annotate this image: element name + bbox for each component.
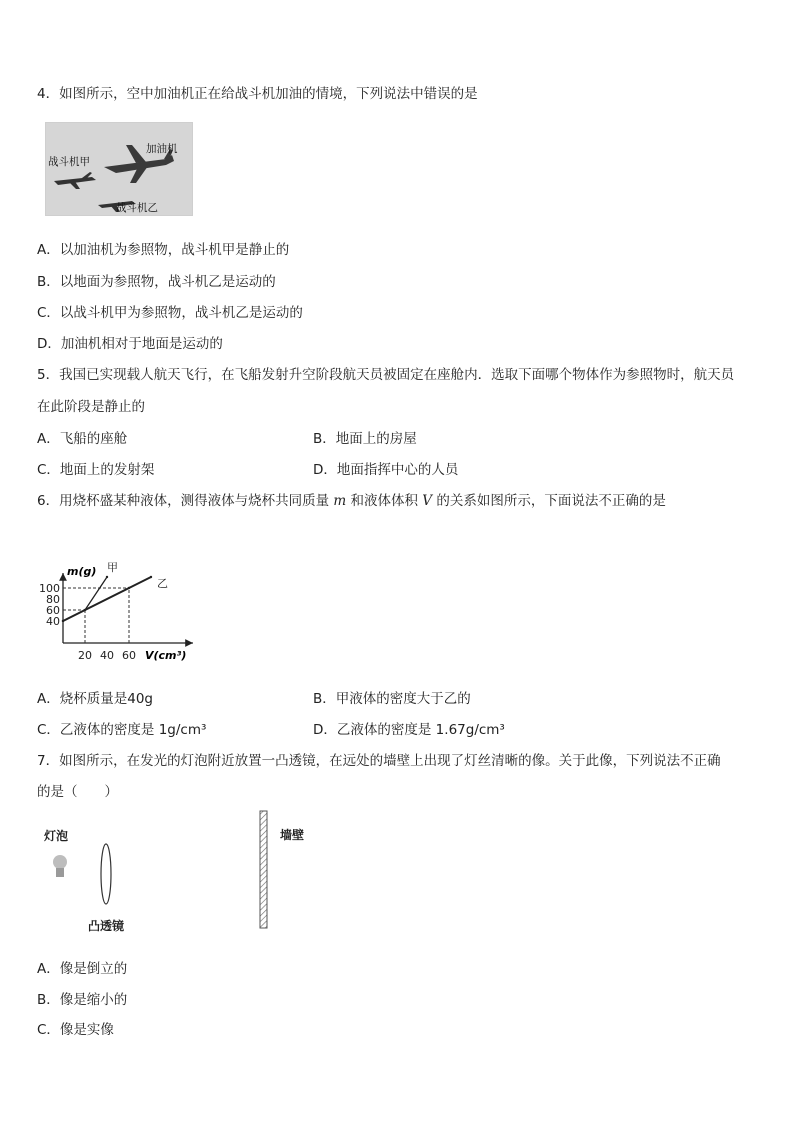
q7-option-c: C．像是实像 xyxy=(37,1022,114,1038)
x-tick-1: 40 xyxy=(100,649,114,662)
convex-lens-icon xyxy=(101,844,111,904)
label-lens: 凸透镜 xyxy=(88,919,125,933)
q6-option-d: D．乙液体的密度是 1.67g/cm³ xyxy=(313,722,505,738)
q6-stem xyxy=(37,489,666,509)
q4-stem: 4．如图所示，空中加油机正在给战斗机加油的情境，下列说法中错误的是 xyxy=(37,86,478,102)
label-fighter-b: 战斗机乙 xyxy=(116,202,158,214)
series-1-point-1 xyxy=(128,587,130,589)
q6-option-b: B．甲液体的密度大于乙的 xyxy=(313,691,471,707)
q5-option-a: A．飞船的座舱 xyxy=(37,431,128,447)
x-tick-0: 20 xyxy=(78,649,92,662)
q5-option-b: B．地面上的房屋 xyxy=(313,431,417,447)
label-wall: 墙壁 xyxy=(280,828,305,842)
y-tick-1: 60 xyxy=(46,604,60,617)
wall-icon xyxy=(260,811,267,928)
q4-option-d: D．加油机相对于地面是运动的 xyxy=(37,336,223,352)
label-fighter-a: 战斗机甲 xyxy=(48,156,90,168)
light-bulb-icon xyxy=(53,855,67,877)
q7-stem-line2: 的是（ ） xyxy=(37,784,118,800)
label-tanker: 加油机 xyxy=(146,143,178,155)
series-0-point-2 xyxy=(106,576,108,578)
label-bulb: 灯泡 xyxy=(44,829,69,843)
y-tick-3: 100 xyxy=(39,582,60,595)
series-line-0 xyxy=(63,577,107,621)
q6-stem-prefix: 6．用烧杯盛某种液体，测得液体与烧杯共同质量 xyxy=(37,493,334,509)
q5-stem-line2: 在此阶段是静止的 xyxy=(37,399,145,415)
refueling-illustration xyxy=(46,123,192,215)
x-tick-2: 60 xyxy=(122,649,136,662)
q5-option-d: D．地面指挥中心的人员 xyxy=(313,462,459,478)
q6-option-c: C．乙液体的密度是 1g/cm³ xyxy=(37,722,207,738)
mass-volume-chart xyxy=(36,520,206,670)
q7-stem-line1: 7．如图所示，在发光的灯泡附近放置一凸透镜，在远处的墙壁上出现了灯丝清晰的像。关于此像，下列说法不正确 xyxy=(37,753,721,769)
y-tick-0: 40 xyxy=(46,615,60,628)
q6-stem-suffix: 的关系如图所示，下面说法不正确的是 xyxy=(432,493,666,509)
q4-option-c: C．以战斗机甲为参照物，战斗机乙是运动的 xyxy=(37,305,303,321)
y-axis-label: m(g) xyxy=(67,565,97,578)
series-1-point-2 xyxy=(150,576,152,578)
x-axis-label: V(cm³) xyxy=(145,649,187,662)
refueling-photo xyxy=(45,122,193,216)
series-label-1: 乙 xyxy=(157,577,168,590)
q6-option-a: A．烧杯质量是40g xyxy=(37,691,153,707)
q6-stem-mid: 和液体体积 xyxy=(346,493,423,509)
q7-option-a: A．像是倒立的 xyxy=(37,961,128,977)
q6-var-v: V xyxy=(422,493,433,509)
series-1-point-0 xyxy=(62,620,64,622)
series-line-1 xyxy=(63,577,151,621)
q6-var-m: m xyxy=(333,493,347,509)
lens-setup-figure xyxy=(36,806,326,936)
q4-option-a: A．以加油机为参照物，战斗机甲是静止的 xyxy=(37,242,290,258)
q5-stem-line1: 5．我国已实现载人航天飞行，在飞船发射升空阶段航天员被固定在座舱内．选取下面哪个物体作为参照物时，航天员 xyxy=(37,367,735,383)
q5-option-c: C．地面上的发射架 xyxy=(37,462,155,478)
q7-option-b: B．像是缩小的 xyxy=(37,992,128,1008)
y-tick-2: 80 xyxy=(46,593,60,606)
q4-option-b: B．以地面为参照物，战斗机乙是运动的 xyxy=(37,274,276,290)
series-label-0: 甲 xyxy=(107,561,118,574)
